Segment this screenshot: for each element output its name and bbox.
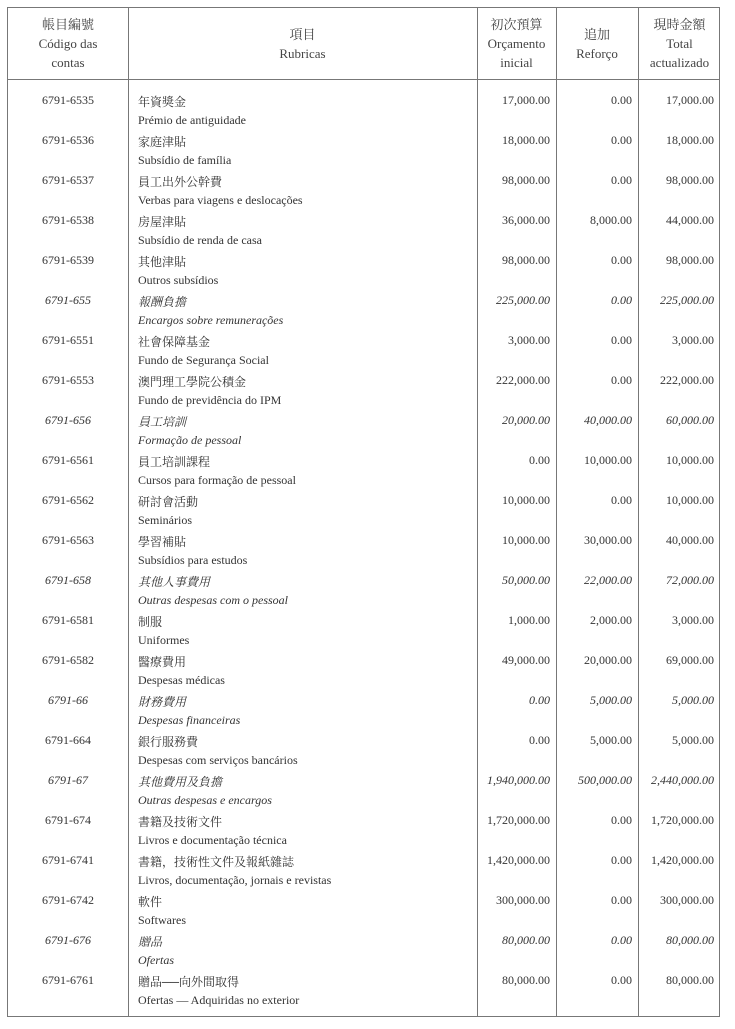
rubric-chinese: 其他津貼 <box>138 255 187 269</box>
account-code: 6791-6562 <box>42 493 94 507</box>
initial-budget: 20,000.00 <box>502 413 550 427</box>
updated-total: 5,000.00 <box>672 693 714 707</box>
updated-total: 10,000.00 <box>666 493 714 507</box>
table-row <box>8 90 721 130</box>
header-divider <box>8 79 719 80</box>
header-rubric-zh: 項目 <box>289 26 316 42</box>
rubric-chinese: 年資獎金 <box>138 95 187 109</box>
updated-total: 5,000.00 <box>672 733 714 747</box>
updated-total: 3,000.00 <box>672 613 714 627</box>
account-code: 6791-6537 <box>42 173 94 187</box>
reinforcement: 0.00 <box>611 253 632 267</box>
initial-budget: 225,000.00 <box>496 293 550 307</box>
rubric-portuguese: Cursos para formação de pessoal <box>138 473 296 487</box>
rubric-chinese: 研討會活動 <box>138 495 199 509</box>
initial-budget: 36,000.00 <box>502 213 550 227</box>
rubric-chinese: 員工出外公幹費 <box>138 175 223 189</box>
updated-total: 98,000.00 <box>666 253 714 267</box>
reinforcement: 0.00 <box>611 173 632 187</box>
updated-total: 69,000.00 <box>666 653 714 667</box>
reinforcement: 5,000.00 <box>590 693 632 707</box>
rubric-portuguese: Prémio de antiguidade <box>138 113 246 127</box>
rubric-portuguese: Softwares <box>138 913 186 927</box>
reinforcement: 2,000.00 <box>590 613 632 627</box>
account-code: 6791-6535 <box>42 93 94 107</box>
table-row <box>8 210 721 250</box>
initial-budget: 18,000.00 <box>502 133 550 147</box>
account-code: 6791-658 <box>45 573 91 587</box>
header-code <box>8 8 128 79</box>
rubric-chinese: 家庭津貼 <box>138 135 187 149</box>
rubric-portuguese: Verbas para viagens e deslocações <box>138 193 303 207</box>
rubric-portuguese: Despesas médicas <box>138 673 225 687</box>
header-reinforce-pt: Reforço <box>576 45 618 61</box>
initial-budget: 0.00 <box>529 453 550 467</box>
initial-budget: 222,000.00 <box>496 373 550 387</box>
updated-total: 222,000.00 <box>660 373 714 387</box>
table-row <box>8 610 721 650</box>
reinforcement: 0.00 <box>611 133 632 147</box>
updated-total: 3,000.00 <box>672 333 714 347</box>
updated-total: 18,000.00 <box>666 133 714 147</box>
table-row <box>8 770 721 810</box>
account-code: 6791-6553 <box>42 373 94 387</box>
rubric-chinese: 書籍及技術文件 <box>138 815 223 829</box>
reinforcement: 0.00 <box>611 813 632 827</box>
updated-total: 17,000.00 <box>666 93 714 107</box>
reinforcement: 0.00 <box>611 333 632 347</box>
account-code: 6791-664 <box>45 733 91 747</box>
header-total-zh: 現時金額 <box>653 17 706 32</box>
rubric-chinese: 其他人事費用 <box>138 575 211 589</box>
rubric-portuguese: Outros subsídios <box>138 273 219 287</box>
updated-total: 80,000.00 <box>666 933 714 947</box>
table-row <box>8 410 721 450</box>
rubric-portuguese: Formação de pessoal <box>138 433 242 447</box>
rubric-portuguese: Ofertas <box>138 953 174 967</box>
initial-budget: 1,000.00 <box>508 613 550 627</box>
rubric-portuguese: Despesas com serviços bancários <box>138 753 298 767</box>
account-code: 6791-6581 <box>42 613 94 627</box>
initial-budget: 50,000.00 <box>502 573 550 587</box>
account-code: 6791-6761 <box>42 973 94 987</box>
rubric-chinese: 贈品──向外間取得 <box>138 975 240 989</box>
rubric-portuguese: Uniformes <box>138 633 190 647</box>
rubric-portuguese: Encargos sobre remunerações <box>138 313 284 327</box>
table-row <box>8 450 721 490</box>
rubric-chinese: 財務費用 <box>138 695 187 709</box>
initial-budget: 1,720,000.00 <box>487 813 550 827</box>
table-row <box>8 650 721 690</box>
header-reinforce <box>556 8 638 79</box>
reinforcement: 20,000.00 <box>584 653 632 667</box>
reinforcement: 22,000.00 <box>584 573 632 587</box>
initial-budget: 1,940,000.00 <box>487 773 550 787</box>
rubric-chinese: 澳門理工學院公積金 <box>138 375 247 389</box>
account-code: 6791-6536 <box>42 133 94 147</box>
reinforcement: 5,000.00 <box>590 733 632 747</box>
account-code: 6791-656 <box>45 413 91 427</box>
header-initial-zh: 初次預算 <box>490 17 543 32</box>
rubric-chinese: 房屋津貼 <box>138 215 187 229</box>
rubric-portuguese: Livros, documentação, jornais e revistas <box>138 873 332 887</box>
reinforcement: 0.00 <box>611 933 632 947</box>
rubric-chinese: 學習補貼 <box>138 535 187 549</box>
rubric-chinese: 醫療費用 <box>138 655 187 669</box>
updated-total: 60,000.00 <box>666 413 714 427</box>
budget-table <box>7 7 720 1017</box>
account-code: 6791-6561 <box>42 453 94 467</box>
rubric-chinese: 員工培訓課程 <box>138 455 211 469</box>
rubric-portuguese: Seminários <box>138 513 192 527</box>
table-row <box>8 370 721 410</box>
updated-total: 1,720,000.00 <box>651 813 714 827</box>
rubric-chinese: 社會保障基金 <box>138 335 211 349</box>
updated-total: 40,000.00 <box>666 533 714 547</box>
reinforcement: 0.00 <box>611 893 632 907</box>
header-total-pt1: Total <box>666 36 693 51</box>
updated-total: 72,000.00 <box>666 573 714 587</box>
rubric-portuguese: Outras despesas e encargos <box>138 793 272 807</box>
account-code: 6791-655 <box>45 293 91 307</box>
header-rubric <box>128 8 477 79</box>
initial-budget: 98,000.00 <box>502 173 550 187</box>
reinforcement: 0.00 <box>611 293 632 307</box>
rubric-portuguese: Outras despesas com o pessoal <box>138 593 288 607</box>
header-initial-pt1: Orçamento <box>487 36 546 51</box>
header-initial <box>477 8 556 79</box>
rubric-portuguese: Subsídio de família <box>138 153 232 167</box>
initial-budget: 80,000.00 <box>502 973 550 987</box>
initial-budget: 300,000.00 <box>496 893 550 907</box>
header-reinforce-zh: 追加 <box>583 26 610 42</box>
account-code: 6791-67 <box>48 773 88 787</box>
rubric-portuguese: Subsídio de renda de casa <box>138 233 262 247</box>
updated-total: 98,000.00 <box>666 173 714 187</box>
table-row <box>8 490 721 530</box>
updated-total: 225,000.00 <box>660 293 714 307</box>
account-code: 6791-6742 <box>42 893 94 907</box>
rubric-chinese: 書籍，技術性文件及報紙雜誌 <box>138 855 295 869</box>
table-row <box>8 930 721 970</box>
rubric-chinese: 其他費用及負擔 <box>138 775 223 789</box>
initial-budget: 10,000.00 <box>502 533 550 547</box>
table-row <box>8 730 721 770</box>
reinforcement: 8,000.00 <box>590 213 632 227</box>
rubric-portuguese: Ofertas — Adquiridas no exterior <box>138 993 300 1007</box>
initial-budget: 17,000.00 <box>502 93 550 107</box>
account-code: 6791-6563 <box>42 533 94 547</box>
updated-total: 2,440,000.00 <box>651 773 714 787</box>
account-code: 6791-6538 <box>42 213 94 227</box>
header-rubric-pt: Rubricas <box>279 45 326 61</box>
header-total-pt2: actualizado <box>649 55 710 70</box>
reinforcement: 0.00 <box>611 973 632 987</box>
table-row <box>8 250 721 290</box>
account-code: 6791-6741 <box>42 853 94 867</box>
rubric-portuguese: Fundo de Segurança Social <box>138 353 269 367</box>
table-row <box>8 330 721 370</box>
table-body <box>8 90 721 1010</box>
table-row <box>8 890 721 930</box>
header-code-pt2: contas <box>51 55 85 70</box>
rubric-chinese: 贈品 <box>138 935 163 949</box>
account-code: 6791-676 <box>45 933 91 947</box>
rubric-portuguese: Despesas financeiras <box>138 713 241 727</box>
account-code: 6791-66 <box>48 693 88 707</box>
rubric-portuguese: Subsídios para estudos <box>138 553 248 567</box>
updated-total: 10,000.00 <box>666 453 714 467</box>
table-row <box>8 570 721 610</box>
initial-budget: 0.00 <box>529 733 550 747</box>
header-code-pt1: Código das <box>38 36 98 51</box>
initial-budget: 49,000.00 <box>502 653 550 667</box>
reinforcement: 500,000.00 <box>578 773 632 787</box>
table-row <box>8 130 721 170</box>
table-row <box>8 810 721 850</box>
updated-total: 44,000.00 <box>666 213 714 227</box>
account-code: 6791-6539 <box>42 253 94 267</box>
table-row <box>8 170 721 210</box>
table-row <box>8 850 721 890</box>
table-row <box>8 690 721 730</box>
initial-budget: 10,000.00 <box>502 493 550 507</box>
table-row <box>8 530 721 570</box>
updated-total: 80,000.00 <box>666 973 714 987</box>
reinforcement: 0.00 <box>611 493 632 507</box>
table-row <box>8 290 721 330</box>
rubric-chinese: 軟件 <box>138 895 163 909</box>
table-row <box>8 970 721 1010</box>
initial-budget: 3,000.00 <box>508 333 550 347</box>
rubric-chinese: 銀行服務費 <box>138 735 199 749</box>
header-initial-pt2: inicial <box>500 55 533 70</box>
header-total <box>638 8 721 79</box>
reinforcement: 30,000.00 <box>584 533 632 547</box>
rubric-portuguese: Livros e documentação técnica <box>138 833 287 847</box>
reinforcement: 40,000.00 <box>584 413 632 427</box>
header-code-zh: 帳目編號 <box>41 17 94 32</box>
initial-budget: 1,420,000.00 <box>487 853 550 867</box>
initial-budget: 80,000.00 <box>502 933 550 947</box>
updated-total: 300,000.00 <box>660 893 714 907</box>
updated-total: 1,420,000.00 <box>651 853 714 867</box>
rubric-chinese: 制服 <box>138 615 163 629</box>
reinforcement: 0.00 <box>611 93 632 107</box>
reinforcement: 0.00 <box>611 373 632 387</box>
account-code: 6791-674 <box>45 813 91 827</box>
reinforcement: 10,000.00 <box>584 453 632 467</box>
initial-budget: 98,000.00 <box>502 253 550 267</box>
account-code: 6791-6551 <box>42 333 94 347</box>
rubric-chinese: 員工培訓 <box>138 415 187 429</box>
rubric-portuguese: Fundo de previdência do IPM <box>138 393 282 407</box>
rubric-chinese: 報酬負擔 <box>138 295 187 309</box>
account-code: 6791-6582 <box>42 653 94 667</box>
reinforcement: 0.00 <box>611 853 632 867</box>
initial-budget: 0.00 <box>529 693 550 707</box>
